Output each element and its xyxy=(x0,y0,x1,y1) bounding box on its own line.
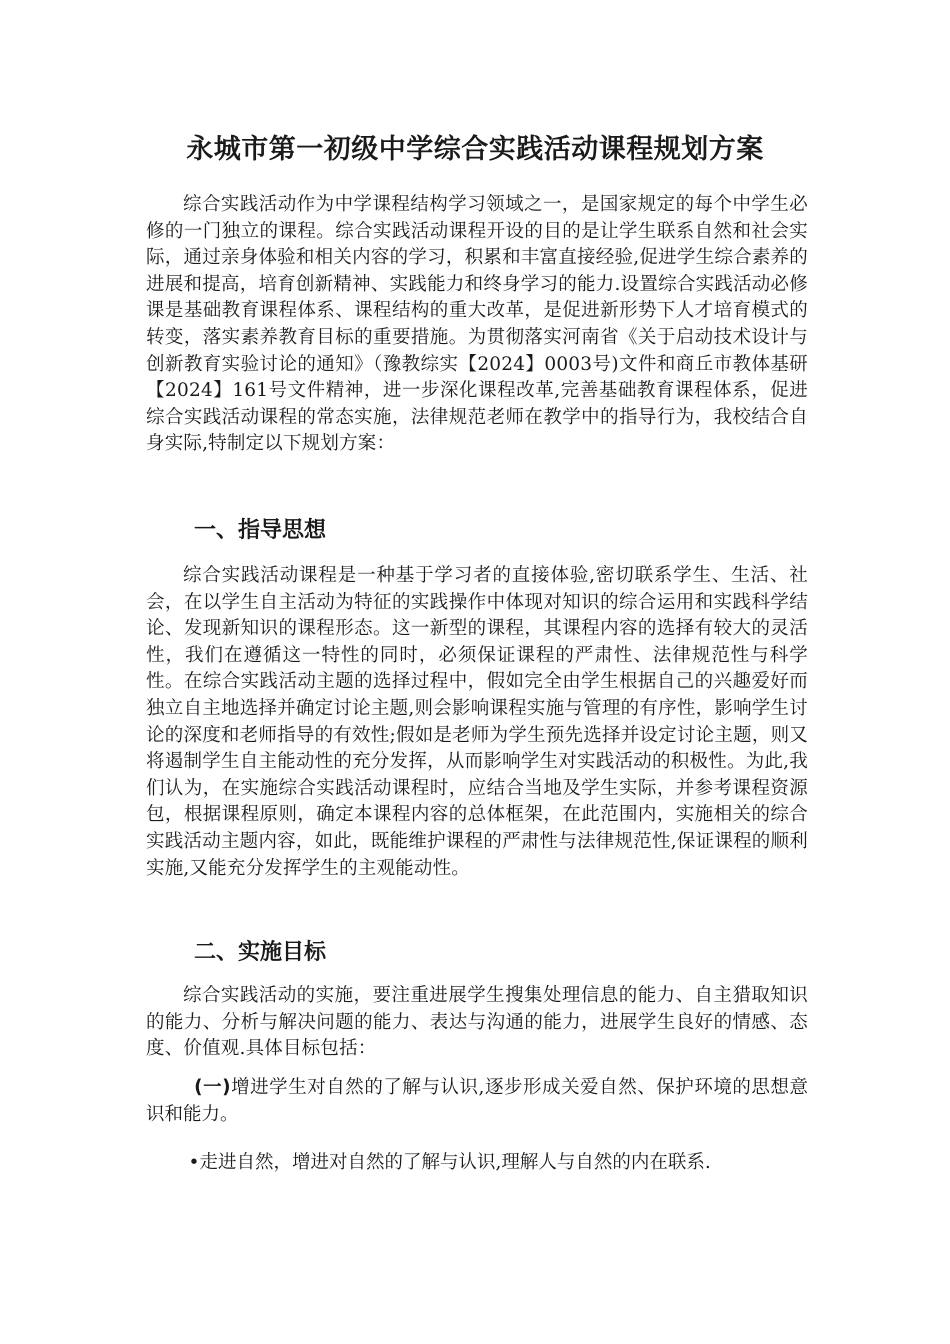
guiding-ideology-paragraph: 综合实践活动课程是一种基于学习者的直接体验,密切联系学生、生活、社会，在以学生自主活动为特征的实践操作中体现对知识的综合运用和实践科学结论、发现新知识的课程形态。这一新型的课程，其课程内容的选择有较大的灵活性，我们在遵循这一特性的同时，必须保证课程的严肃性、法律规范性与科学性。在综合实践活动主题的选择过程中，假如完全由学生根据自己的兴趣爱好而独立自主地选择并确定讨论主题,则会影响课程实施与管理的有序性，影响学生讨论的深度和老师指导的有效性;假如是老师为学生预先选择并设定讨论主题，则又将遏制学生自主能动性的充分发挥，从而影响学生对实践活动的积极性。为此,我们认为，在实施综合实践活动课程时，应结合当地及学生实际，并参考课程资源包，根据课程原则，确定本课程内容的总体框架，在此范围内，实施相关的综合实践活动主题内容，如此，既能维护课程的严肃性与法律规范性,保证课程的顺利实施,又能充分发挥学生的主观能动性。 xyxy=(146,565,808,879)
implementation-goals-paragraph: 综合实践活动的实施，要注重进展学生搜集处理信息的能力、自主猎取知识的能力、分析与解决问题的能力、表达与沟通的能力，进展学生良好的情感、态度、价值观.具体目标包括： xyxy=(146,985,808,1060)
document-title: 永城市第一初级中学综合实践活动课程规划方案 xyxy=(186,134,764,165)
section-heading-guiding-ideology: 一、指导思想 xyxy=(194,518,327,543)
section-heading-implementation-goals: 二、实施目标 xyxy=(194,940,327,965)
bullet-item-1: •走进自然，增进对自然的了解与认识,理解人与自然的内在联系. xyxy=(188,1152,711,1173)
goal-item-1-marker: (一) xyxy=(194,1077,231,1098)
goal-item-1-text: 增进学生对自然的了解与认识,逐步形成关爱自然、保护环境的思想意识和能力。 xyxy=(146,1077,808,1125)
goal-item-1 xyxy=(146,1075,808,1128)
intro-paragraph: 综合实践活动作为中学课程结构学习领域之一，是国家规定的每个中学生必修的一门独立的课程。综合实践活动课程开设的目的是让学生联系自然和社会实际，通过亲身体验和相关内容的学习，积累和丰富直接经验,促进学生综合素养的进展和提高，培育创新精神、实践能力和终身学习的能力.设置综合实践活动必修课是基础教育课程体系、课程结构的重大改革，是促进新形势下人才培育模式的转变，落实素养教育目标的重要措施。为贯彻落实河南省《关于启动技术设计与创新教育实验讨论的通知》（豫教综实【2024】0003号)文件和商丘市教体基研【2024】161号文件精神，进一步深化课程改革,完善基础教育课程体系，促进综合实践活动课程的常态实施，法律规范老师在教学中的指导行为，我校结合自身实际,特制定以下规划方案： xyxy=(146,194,808,455)
